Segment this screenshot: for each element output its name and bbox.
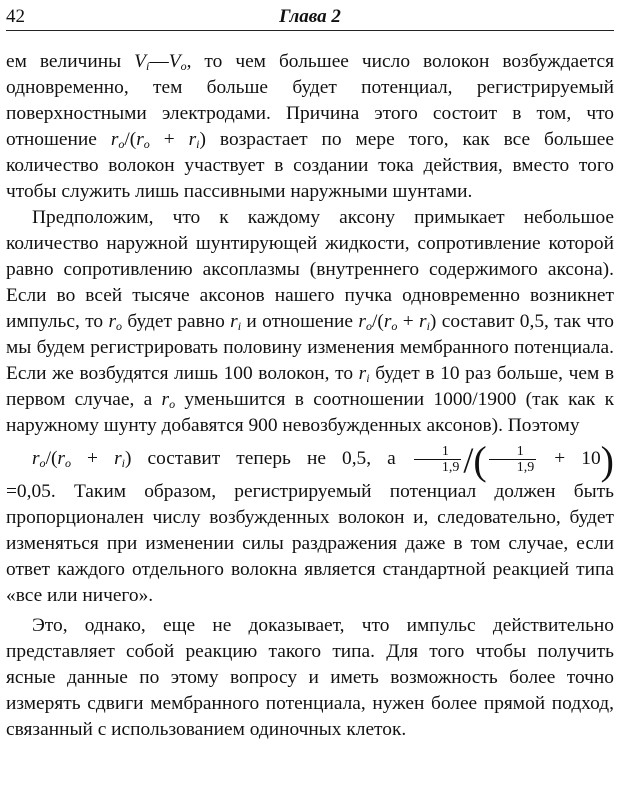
page-body [6,49,614,743]
formula-ri-2: $r_i$ [358,363,370,385]
formula-ratio-2: $r_o/(r_o + r_i)$ [32,448,132,470]
formula-ro-over-ro-plus-ri: $r_o/(r_o + r_i)$ [110,129,206,151]
fraction-1-over-1-9-b: $\frac{1}{1,9}$ [489,444,537,475]
formula-ri: $r_i$ [230,311,242,333]
fraction-slash: / [463,440,474,480]
chapter-title: Глава 2 [279,6,341,27]
p1-text-3: возрастает по мере того, как все большее количество волокон участвует в создании тока действия, вместо того чтобы служить лишь пассивными наружными шунтами. [6,129,614,202]
page-number: 42 [6,6,25,27]
p2-text-4: составит 0,5, так что мы будем регистрировать половину изменения мембранного потенциала. Если же возбудятся лишь 100 волокон, то [6,311,614,384]
fraction-1-over-1-9: $\frac{1}{1,9}$ [414,444,462,475]
p2-text-8: =0,05. Таким образом, регистрируемый потенциал должен быть пропорционален числу возбужденных волокон и, следовательно, будет изменяться при изменении силы раздражения даже в том случае, если ответ каждого отдельного волокна является стандартной реакцией типа «все или ничего». [6,481,614,606]
paragraph-3: Это, однако, еще не доказывает, что импульс действительно представляет собой реакцию такого типа. Для того чтобы получить ясные данные по этому вопросу и иметь возможность более точно измерять сдвиги мембранного потенциала, нужен более прямой подход, связанный с использованием одиночных клеток. [6,615,614,740]
p2-text-6: уменьшится в соотношении 1000/1900 (так как к наружному шунту добавятся 900 невозбужденных аксонов). Поэтому [6,389,614,436]
formula-fraction-expression: $\frac{1}{1,9}$ /( $\frac{1}{1,9}$ + 10) [412,448,614,469]
p2-text-1: Предположим, что к каждому аксону примыкает небольшое количество наружной шунтирующей жидкости, сопротивление которой равно сопротивлению аксоплазмы (внутреннего содержимого аксона). Если во всей тысяче аксонов нашего пучка одновременно возникнет импульс, то [6,207,614,332]
left-paren: ( [473,438,487,483]
formula-ro-2: $r_o$ [161,389,176,411]
p2-text-2: будет равно [122,311,231,332]
paragraph-1 [6,49,614,205]
p1-text-2: , то чем большее число волокон возбуждается одновременно, тем больше будет потенциал, регистрируемый поверхностными электродами. Причина этого состоит в том, что отношение [6,51,614,150]
p1-text-1: ем величины [6,51,135,72]
page-header [6,6,614,31]
p2-text-3: и отношение [241,311,359,332]
formula-ro: $r_o$ [108,311,123,333]
p2-text-5: будет в 10 раз больше, чем в первом случае, а [6,363,615,410]
formula-line [6,438,614,483]
p2-text-7: составит теперь не 0,5, а [131,448,412,469]
formula-vi-minus-vo: $V_i—V_o$ [134,51,187,73]
right-paren: ) [600,438,614,483]
paragraph-2 [6,205,614,609]
formula-ratio: $r_o/(r_o + r_i)$ [358,311,437,333]
